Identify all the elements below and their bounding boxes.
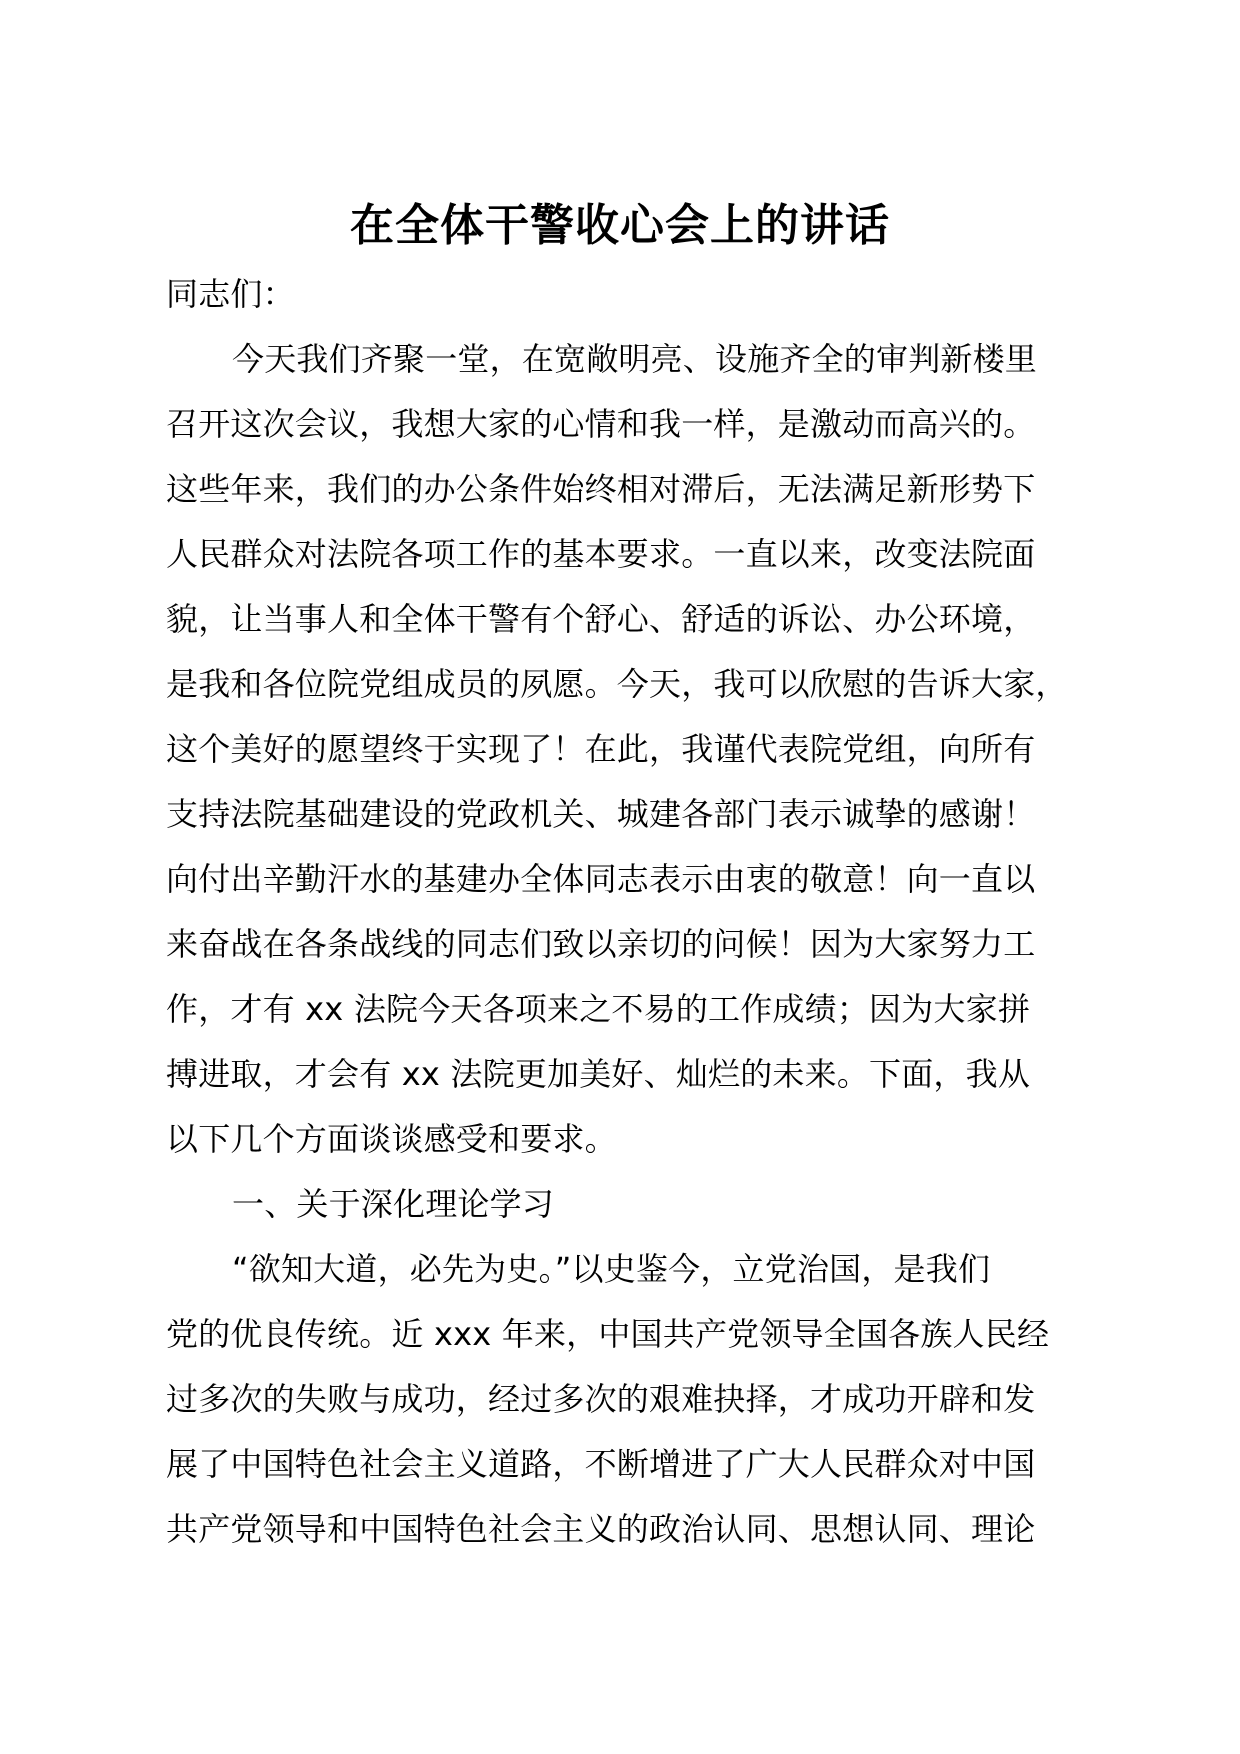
paragraph-line: 来奋战在各条战线的同志们致以亲切的问候！因为大家努力工 bbox=[166, 925, 1036, 963]
paragraph-line: 作，才有 xx 法院今天各项来之不易的工作成绩；因为大家拼 bbox=[166, 990, 1031, 1028]
paragraph-line: 过多次的失败与成功，经过多次的艰难抉择，才成功开辟和发 bbox=[166, 1380, 1036, 1418]
paragraph-line: 党的优良传统。近 xxx 年来，中国共产党领导全国各族人民经 bbox=[166, 1315, 1050, 1353]
section-heading: 一、关于深化理论学习 bbox=[232, 1185, 555, 1223]
paragraph-line: 是我和各位院党组成员的夙愿。今天，我可以欣慰的告诉大家， bbox=[166, 665, 1068, 703]
paragraph-line: 共产党领导和中国特色社会主义的政治认同、思想认同、理论 bbox=[166, 1510, 1036, 1548]
paragraph-line: 支持法院基础建设的党政机关、城建各部门表示诚挚的感谢！ bbox=[166, 795, 1036, 833]
salutation-line: 同志们： bbox=[166, 275, 295, 313]
paragraph-line: 今天我们齐聚一堂，在宽敞明亮、设施齐全的审判新楼里 bbox=[232, 340, 1038, 378]
paragraph-line: 以下几个方面谈谈感受和要求。 bbox=[166, 1120, 617, 1158]
paragraph-line: 貌，让当事人和全体干警有个舒心、舒适的诉讼、办公环境， bbox=[166, 600, 1036, 638]
paragraph-line: 向付出辛勤汗水的基建办全体同志表示由衷的敬意！向一直以 bbox=[166, 860, 1036, 898]
paragraph-line: “欲知大道，必先为史。”以史鉴今，立党治国，是我们 bbox=[232, 1250, 991, 1288]
document-body bbox=[166, 262, 1126, 1562]
paragraph-line: 召开这次会议，我想大家的心情和我一样，是激动而高兴的。 bbox=[166, 405, 1036, 443]
paragraph-line: 展了中国特色社会主义道路，不断增进了广大人民群众对中国 bbox=[166, 1445, 1036, 1483]
paragraph-line: 人民群众对法院各项工作的基本要求。一直以来，改变法院面 bbox=[166, 535, 1036, 573]
paragraph-line: 这些年来，我们的办公条件始终相对滞后，无法满足新形势下 bbox=[166, 470, 1036, 508]
document-title: 在全体干警收心会上的讲话 bbox=[350, 200, 890, 251]
paragraph-line: 搏进取，才会有 xx 法院更加美好、灿烂的未来。下面，我从 bbox=[166, 1055, 1031, 1093]
paragraph-line: 这个美好的愿望终于实现了！在此，我谨代表院党组，向所有 bbox=[166, 730, 1036, 768]
